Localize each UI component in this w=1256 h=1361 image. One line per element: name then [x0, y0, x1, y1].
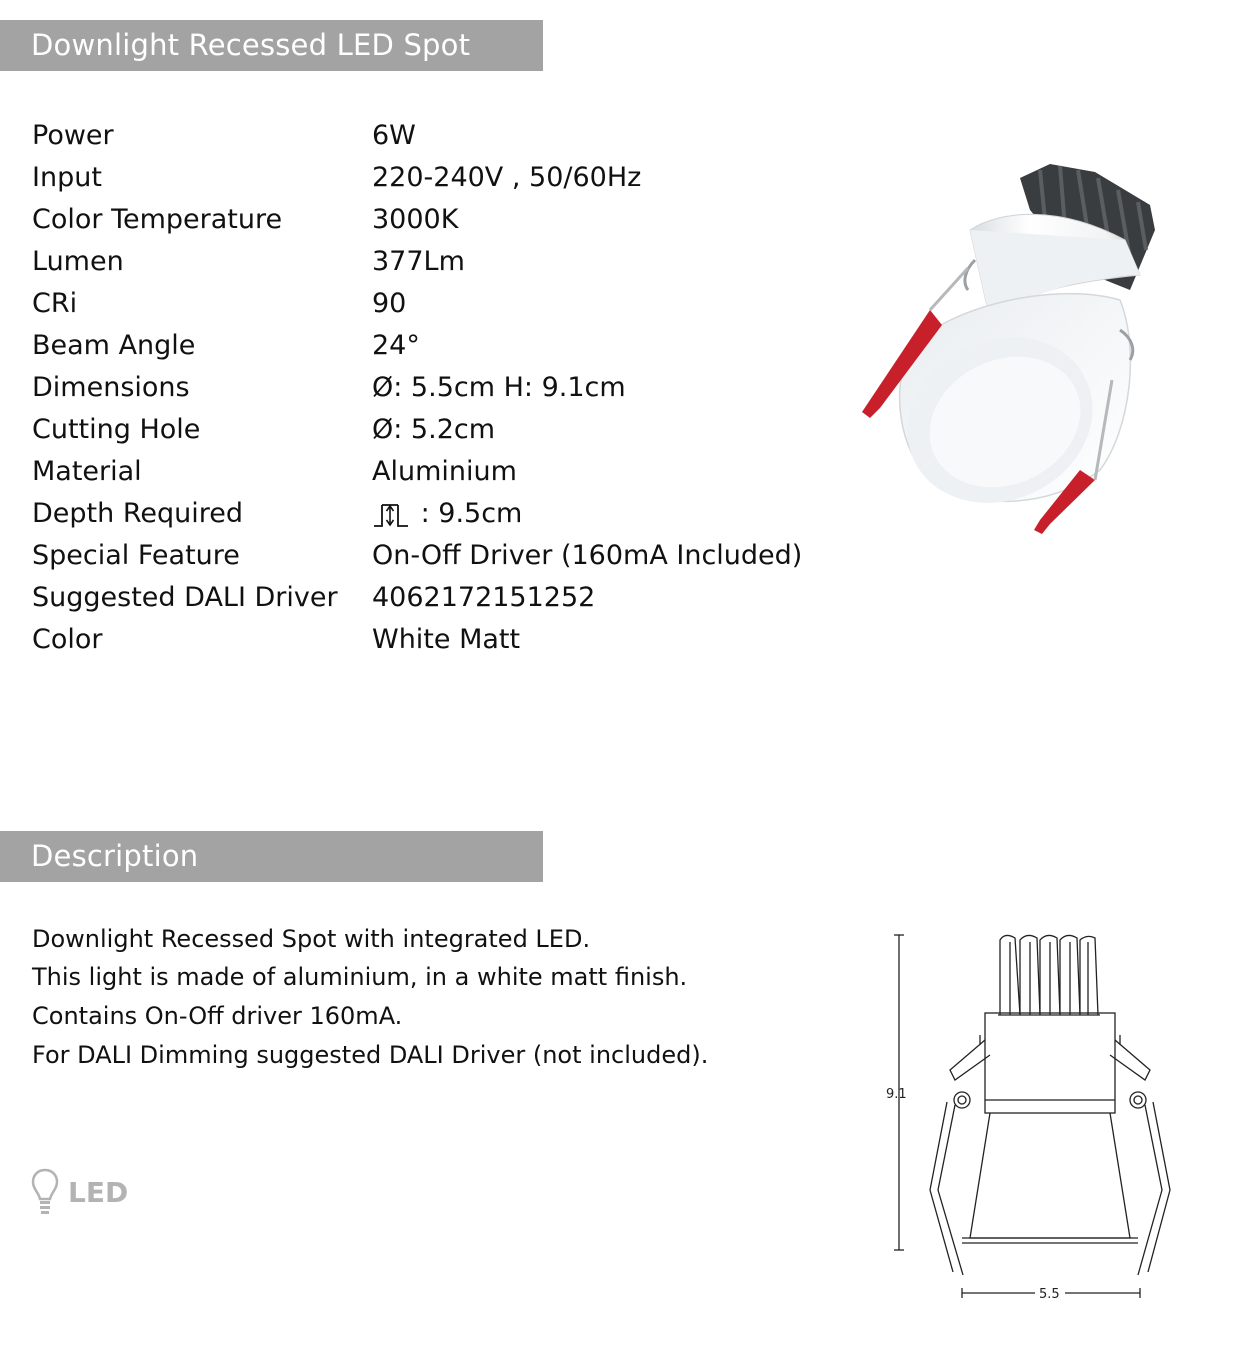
- spec-label: CRi: [32, 288, 78, 319]
- spec-label: Beam Angle: [32, 330, 196, 361]
- technical-drawing: [880, 920, 1180, 1320]
- spec-row-material: [32, 456, 832, 498]
- height-label: 9.1: [886, 1087, 907, 1102]
- spec-label: Color Temperature: [32, 204, 283, 235]
- depth-icon: [372, 502, 412, 528]
- bulb-icon: [31, 1168, 59, 1218]
- spec-value: Aluminium: [372, 456, 517, 487]
- spec-value: 90: [372, 288, 407, 319]
- led-badge: [31, 1168, 141, 1218]
- spec-row-lumen: [32, 246, 832, 288]
- spec-value-depth: [372, 498, 522, 529]
- description-line: Downlight Recessed Spot with integrated LED.: [32, 925, 591, 953]
- description-banner: [0, 831, 543, 882]
- width-label: 5.5: [1039, 1287, 1060, 1302]
- spec-row-dali-driver: [32, 582, 832, 624]
- description-line: This light is made of aluminium, in a white matt finish.: [32, 963, 688, 991]
- title-banner: [0, 20, 543, 71]
- spec-label: Cutting Hole: [32, 414, 201, 445]
- spec-label: Power: [32, 120, 114, 151]
- description-heading: Description: [31, 839, 199, 873]
- spec-value: 3000K: [372, 204, 459, 235]
- spec-label: Depth Required: [32, 498, 243, 529]
- spec-value: On-Off Driver (160mA Included): [372, 540, 803, 571]
- spec-row-color-temperature: [32, 204, 832, 246]
- spec-value: 24°: [372, 330, 420, 361]
- spec-label: Special Feature: [32, 540, 240, 571]
- spec-row-dimensions: [32, 372, 832, 414]
- description-line: For DALI Dimming suggested DALI Driver (not included).: [32, 1041, 709, 1069]
- spec-label: Suggested DALI Driver: [32, 582, 338, 613]
- spec-label: Color: [32, 624, 103, 655]
- spec-label: Material: [32, 456, 142, 487]
- spec-label: Lumen: [32, 246, 124, 277]
- description-line: Contains On-Off driver 160mA.: [32, 1002, 403, 1030]
- spec-row-color: [32, 624, 832, 666]
- spec-value: White Matt: [372, 624, 521, 655]
- spec-value: Ø: 5.5cm H: 9.1cm: [372, 372, 626, 403]
- spec-value: 220-240V , 50/60Hz: [372, 162, 642, 193]
- spec-row-special-feature: [32, 540, 832, 582]
- spec-row-power: [32, 120, 832, 162]
- led-label: LED: [68, 1176, 129, 1209]
- spec-value: Ø: 5.2cm: [372, 414, 496, 445]
- page-title: Downlight Recessed LED Spot: [31, 28, 471, 62]
- product-image: [850, 150, 1180, 550]
- spec-value: 6W: [372, 120, 416, 151]
- spec-label: Dimensions: [32, 372, 190, 403]
- spec-row-cutting-hole: [32, 414, 832, 456]
- spec-row-cri: [32, 288, 832, 330]
- spec-row-input: [32, 162, 832, 204]
- spec-row-beam-angle: [32, 330, 832, 372]
- spec-value: 377Lm: [372, 246, 465, 277]
- spec-label: Input: [32, 162, 102, 193]
- spec-value: 4062172151252: [372, 582, 596, 613]
- depth-value: : 9.5cm: [420, 498, 523, 529]
- spec-row-depth-required: [32, 498, 832, 540]
